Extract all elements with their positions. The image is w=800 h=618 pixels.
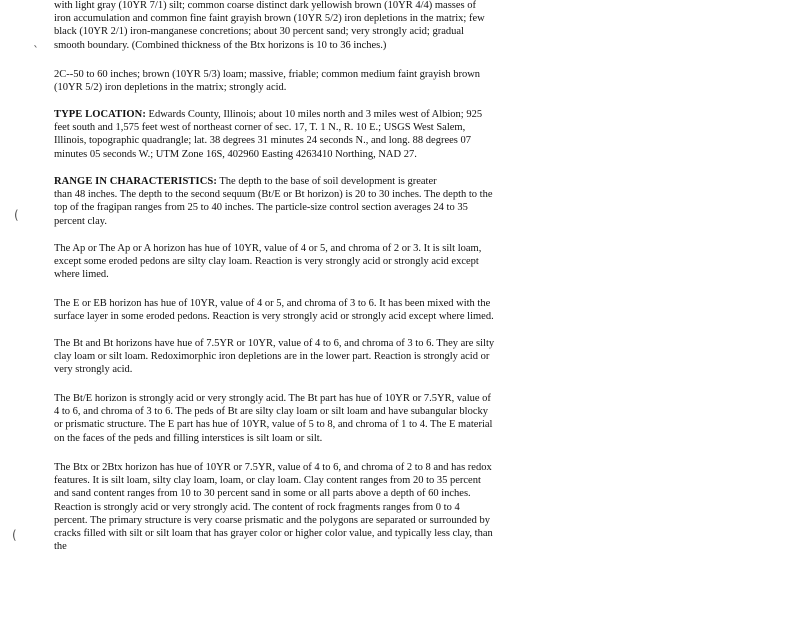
text-line: 2C--50 to 60 inches; brown (10YR 5/3) loam; massive, friable; common medium faint grayish brown: [54, 69, 481, 80]
text-line: Illinois, topographic quadrangle; lat. 38 degrees 31 minutes 24 seconds N., and long. 88 degrees 07: [54, 135, 471, 147]
text-line: feet south and 1,575 feet west of northeast corner of sec. 17, T. 1 N., R. 10 E.; USGS West Salem,: [54, 122, 466, 134]
scan-mark: (: [14, 208, 19, 222]
text-line: (10YR 5/2) iron depletions in the matrix; strongly acid.: [54, 82, 287, 94]
text-line: top of the fragipan ranges from 25 to 40 inches. The particle-size control section averages 24 to 35: [54, 202, 468, 214]
paragraph-bte-horizon: [54, 392, 566, 445]
text-run: Edwards County, Illinois; about 10 miles north and 3 miles west of Albion; 925: [145, 109, 483, 120]
text-line: cracks filled with silt or silt loam that has grayer color or higher color value, and typically less clay, than: [54, 528, 493, 540]
text-line: very strongly acid.: [54, 364, 133, 376]
text-line: The Bt/E horizon is strongly acid or very strongly acid. The Bt part has hue of 10YR or 7.5YR, value of: [54, 393, 491, 404]
text-line: [54, 108, 566, 121]
text-line: iron accumulation and common fine faint grayish brown (10YR 5/2) iron depletions in the matrix; few: [54, 13, 485, 25]
text-line: the: [54, 541, 67, 553]
text-line: features. It is silt loam, silty clay loam, loam, or clay loam. Clay content ranges from 20 to 35 percent: [54, 475, 481, 487]
scan-mark: (: [12, 528, 17, 542]
text-line: 4 to 6, and chroma of 3 to 6. The peds of Bt are silty clay loam or silt loam and have subangular blocky: [54, 406, 488, 418]
text-line: black (10YR 2/1) iron-manganese concretions; about 30 percent sand; very strongly acid; gradual: [54, 26, 464, 38]
paragraph-e-horizon: [54, 297, 566, 323]
text-run: The depth to the base of soil development is greater: [216, 176, 437, 187]
text-line: The Btx or 2Btx horizon has hue of 10YR or 7.5YR, value of 4 to 6, and chroma of 2 to 8 and has redox: [54, 462, 492, 473]
text-line: surface layer in some eroded pedons. Reaction is very strongly acid or strongly acid except where limed.: [54, 311, 494, 323]
text-line: where limed.: [54, 269, 109, 281]
text-line: The Bt and Bt horizons have hue of 7.5YR or 10YR, value of 4 to 6, and chroma of 3 to 6. They are silty: [54, 338, 495, 349]
text-line: than 48 inches. The depth to the second sequum (Bt/E or Bt horizon) is 20 to 30 inches. The depth to the: [54, 189, 493, 201]
text-line: and sand content ranges from 10 to 30 percent sand in some or all parts above a depth of 60 inches.: [54, 488, 471, 500]
paragraph-ap-horizon: [54, 242, 566, 282]
paragraph-type-location: [54, 108, 566, 161]
text-line: except some eroded pedons are silty clay loam. Reaction is very strongly acid or strongly acid except: [54, 256, 479, 268]
text-line: or prismatic structure. The E part has hue of 10YR, value of 5 to 8, and chroma of 1 to 4. The E material: [54, 419, 493, 431]
text-line: percent clay.: [54, 215, 107, 227]
text-line: on the faces of the peds and filling interstices is silt loam or silt.: [54, 432, 323, 444]
paragraph-bt-horizon: [54, 337, 566, 377]
text-line: The Ap or The Ap or A horizon has hue of 10YR, value of 4 or 5, and chroma of 2 or 3. It is silt loam,: [54, 243, 482, 254]
text-line: smooth boundary. (Combined thickness of the Btx horizons is 10 to 36 inches.): [54, 39, 387, 51]
paragraph-range-in-characteristics: [54, 175, 566, 228]
paragraph-2c-horizon: [54, 68, 566, 94]
text-line: clay loam or silt loam. Redoximorphic iron depletions are in the lower part. Reaction is strongly acid or: [54, 351, 490, 363]
text-line: percent. The primary structure is very coarse prismatic and the polygons are separated or surrounded by: [54, 514, 490, 526]
paragraph-btx-horizon: [54, 461, 566, 553]
text-line: minutes 05 seconds W.; UTM Zone 16S, 402960 Easting 4263410 Northing, NAD 27.: [54, 148, 417, 160]
scan-mark: `: [33, 44, 39, 58]
section-heading: RANGE IN CHARACTERISTICS:: [54, 176, 217, 187]
text-line: Reaction is strongly acid or very strongly acid. The content of rock fragments ranges from 0 to 4: [54, 501, 460, 513]
text-line: The E or EB horizon has hue of 10YR, value of 4 or 5, and chroma of 3 to 6. It has been mixed with the: [54, 298, 491, 309]
text-line: with light gray (10YR 7/1) silt; common coarse distinct dark yellowish brown (10YR 4/4) masses of: [54, 0, 476, 11]
section-heading: TYPE LOCATION:: [54, 109, 146, 120]
text-line: [54, 175, 566, 188]
paragraph-btx-continuation: [54, 0, 566, 52]
